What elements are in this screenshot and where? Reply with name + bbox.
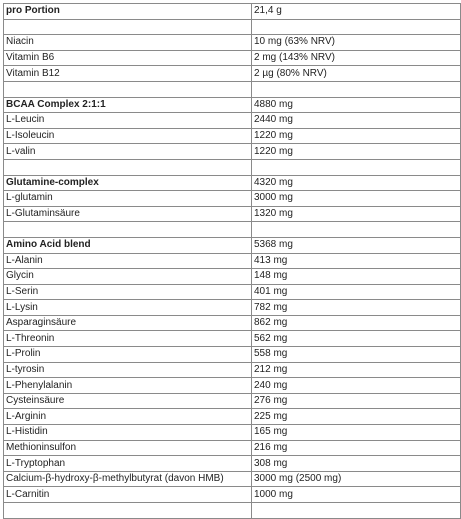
section-title-cell: BCAA Complex 2:1:1 [4,97,252,113]
amount-cell: 401 mg [252,284,461,300]
amount-cell: 216 mg [252,440,461,456]
nutrient-name-cell: L-Alanin [4,253,252,269]
amount-cell: 225 mg [252,409,461,425]
spacer-row [4,19,461,35]
section-header-row [4,4,461,20]
nutrient-name-cell: L-Leucin [4,113,252,129]
table-row [4,347,461,363]
spacer-row [4,222,461,238]
table-row [4,393,461,409]
amount-cell: 4880 mg [252,97,461,113]
table-row [4,50,461,66]
amount-cell: 10 mg (63% NRV) [252,35,461,51]
nutrient-name-cell: L-Arginin [4,409,252,425]
amount-cell: 1220 mg [252,144,461,160]
amount-cell: 413 mg [252,253,461,269]
nutrient-name-cell: Cysteinsäure [4,393,252,409]
table-row [4,191,461,207]
amount-cell: 21,4 g [252,4,461,20]
amount-cell: 240 mg [252,378,461,394]
section-header-row [4,175,461,191]
section-title-cell: pro Portion [4,4,252,20]
nutrient-name-cell: L-Isoleucin [4,128,252,144]
table-row [4,456,461,472]
nutrient-name-cell [4,81,252,97]
amount-cell: 1220 mg [252,128,461,144]
amount-cell: 2 mg (143% NRV) [252,50,461,66]
amount-cell: 3000 mg [252,191,461,207]
table-row [4,253,461,269]
nutrient-name-cell: L-Threonin [4,331,252,347]
nutrient-name-cell [4,503,252,519]
amount-cell [252,222,461,238]
nutrient-name-cell: L-Tryptophan [4,456,252,472]
section-title-cell: Amino Acid blend [4,237,252,253]
table-row [4,425,461,441]
nutrient-name-cell: Asparaginsäure [4,315,252,331]
table-row [4,409,461,425]
table-row [4,487,461,503]
nutrient-name-cell: L-Serin [4,284,252,300]
table-row [4,378,461,394]
spacer-row [4,159,461,175]
table-row [4,471,461,487]
table-row [4,113,461,129]
nutrient-name-cell: Calcium-β-hydroxy-β-methylbutyrat (davon HMB) [4,471,252,487]
amount-cell: 1320 mg [252,206,461,222]
nutrient-name-cell: L-Lysin [4,300,252,316]
nutrient-name-cell: Glycin [4,269,252,285]
section-header-row [4,237,461,253]
amount-cell: 308 mg [252,456,461,472]
nutrient-name-cell: L-tyrosin [4,362,252,378]
table-row [4,269,461,285]
nutrient-name-cell: L-Prolin [4,347,252,363]
amount-cell: 562 mg [252,331,461,347]
nutrient-name-cell [4,222,252,238]
table-row [4,300,461,316]
table-row [4,66,461,82]
nutrition-table-body [4,4,461,519]
amount-cell: 782 mg [252,300,461,316]
amount-cell: 276 mg [252,393,461,409]
amount-cell: 862 mg [252,315,461,331]
table-row [4,315,461,331]
amount-cell: 148 mg [252,269,461,285]
table-row [4,206,461,222]
amount-cell [252,159,461,175]
spacer-row [4,81,461,97]
nutrient-name-cell: Vitamin B6 [4,50,252,66]
nutrient-name-cell: Niacin [4,35,252,51]
nutrient-name-cell: L-glutamin [4,191,252,207]
table-row [4,128,461,144]
amount-cell [252,19,461,35]
table-row [4,362,461,378]
nutrient-name-cell: Methioninsulfon [4,440,252,456]
section-header-row [4,97,461,113]
table-row [4,35,461,51]
amount-cell [252,81,461,97]
nutrient-name-cell: L-Phenylalanin [4,378,252,394]
amount-cell: 1000 mg [252,487,461,503]
table-row [4,144,461,160]
amount-cell: 5368 mg [252,237,461,253]
nutrient-name-cell: L-Carnitin [4,487,252,503]
spacer-row [4,503,461,519]
table-row [4,331,461,347]
nutrient-name-cell: Vitamin B12 [4,66,252,82]
section-title-cell: Glutamine-complex [4,175,252,191]
amount-cell: 4320 mg [252,175,461,191]
table-row [4,284,461,300]
amount-cell: 3000 mg (2500 mg) [252,471,461,487]
nutrient-name-cell: L-valin [4,144,252,160]
nutrient-name-cell: L-Glutaminsäure [4,206,252,222]
amount-cell: 2440 mg [252,113,461,129]
table-row [4,440,461,456]
nutrient-name-cell: L-Histidin [4,425,252,441]
amount-cell: 165 mg [252,425,461,441]
nutrition-table [3,3,461,519]
amount-cell [252,503,461,519]
amount-cell: 2 µg (80% NRV) [252,66,461,82]
amount-cell: 558 mg [252,347,461,363]
nutrient-name-cell [4,159,252,175]
nutrient-name-cell [4,19,252,35]
amount-cell: 212 mg [252,362,461,378]
